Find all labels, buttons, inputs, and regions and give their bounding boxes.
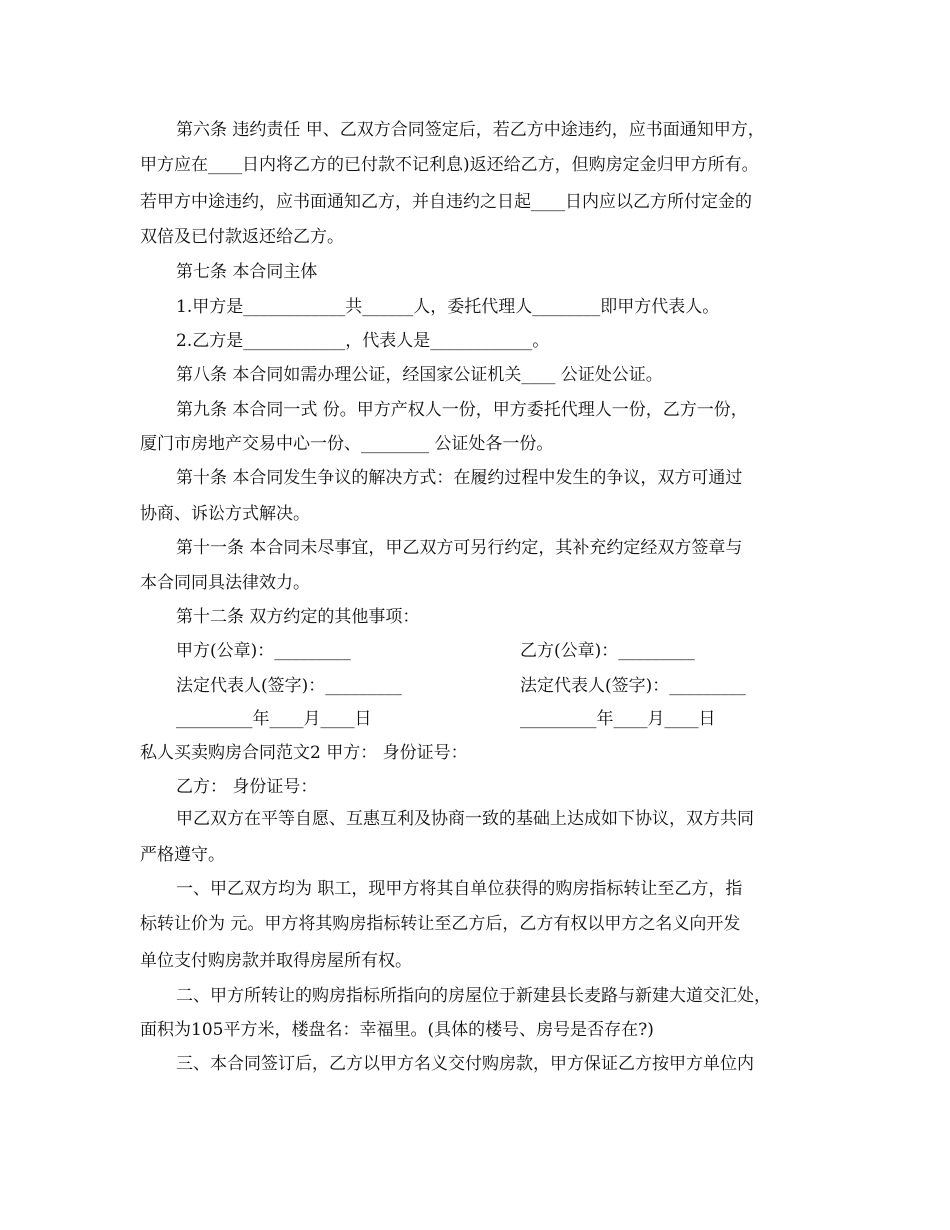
party-b-representative: 法定代表人(签字)：_________	[520, 676, 746, 696]
party-a-representative: 法定代表人(签字)：_________	[176, 676, 402, 696]
party-a-date: _________年____月____日	[176, 709, 372, 729]
text-line: 1.甲方是____________共______人，委托代理人________即甲方代表人。	[176, 297, 720, 317]
text-line: 严格遵守。	[140, 845, 225, 865]
text-line: 三、本合同签订后，乙方以甲方名义交付购房款，甲方保证乙方按甲方单位内	[176, 1054, 754, 1074]
party-a-seal: 甲方(公章)：_________	[176, 641, 351, 661]
text-line: 第十二条 双方约定的其他事项：	[176, 607, 420, 627]
text-line: 乙方： 身份证号：	[176, 777, 318, 797]
text-line: 甲方应在____日内将乙方的已付款不记利息)返还给乙方，但购房定金归甲方所有。	[140, 155, 759, 175]
text-line: 面积为105平方米，楼盘名：幸福里。(具体的楼号、房号是否存在?)	[140, 1020, 654, 1040]
party-b-seal: 乙方(公章)：_________	[520, 641, 695, 661]
text-line: 一、甲乙双方均为 职工，现甲方将其自单位获得的购房指标转让至乙方，指	[176, 879, 743, 899]
text-line: 2.乙方是____________，代表人是____________。	[176, 331, 550, 351]
section-heading: 私人买卖购房合同范文2 甲方： 身份证号：	[140, 743, 468, 763]
text-line: 本合同同具法律效力。	[140, 573, 310, 593]
text-line: 甲乙双方在平等自愿、互惠互利及协商一致的基础上达成如下协议，双方共同	[176, 809, 754, 829]
text-line: 标转让价为 元。甲方将其购房指标转让至乙方后，乙方有权以甲方之名义向开发	[140, 914, 741, 934]
text-line: 若甲方中途违约，应书面通知乙方，并自违约之日起____日内应以乙方所付定金的	[140, 192, 752, 212]
text-line: 第九条 本合同一式 份。甲方产权人一份，甲方委托代理人一份，乙方一份，	[176, 400, 748, 420]
text-line: 第六条 违约责任 甲、乙双方合同签定后，若乙方中途违约，应书面通知甲方，	[176, 120, 765, 140]
text-line: 第十条 本合同发生争议的解决方式：在履约过程中发生的争议，双方可通过	[176, 468, 743, 488]
text-line: 双倍及已付款返还给乙方。	[140, 227, 344, 247]
party-b-date: _________年____月____日	[520, 709, 716, 729]
text-line: 第八条 本合同如需办理公证，经国家公证机关____ 公证处公证。	[176, 365, 663, 385]
text-line: 厦门市房地产交易中心一份、________ 公证处各一份。	[140, 434, 554, 454]
text-line: 第七条 本合同主体	[176, 262, 318, 282]
text-line: 协商、诉讼方式解决。	[140, 504, 310, 524]
text-line: 二、甲方所转让的购房指标所指向的房屋位于新建县长麦路与新建大道交汇处，	[176, 986, 771, 1006]
text-line: 第十一条 本合同未尽事宜，甲乙双方可另行约定，其补充约定经双方签章与	[176, 538, 743, 558]
text-line: 单位支付购房款并取得房屋所有权。	[140, 951, 412, 971]
